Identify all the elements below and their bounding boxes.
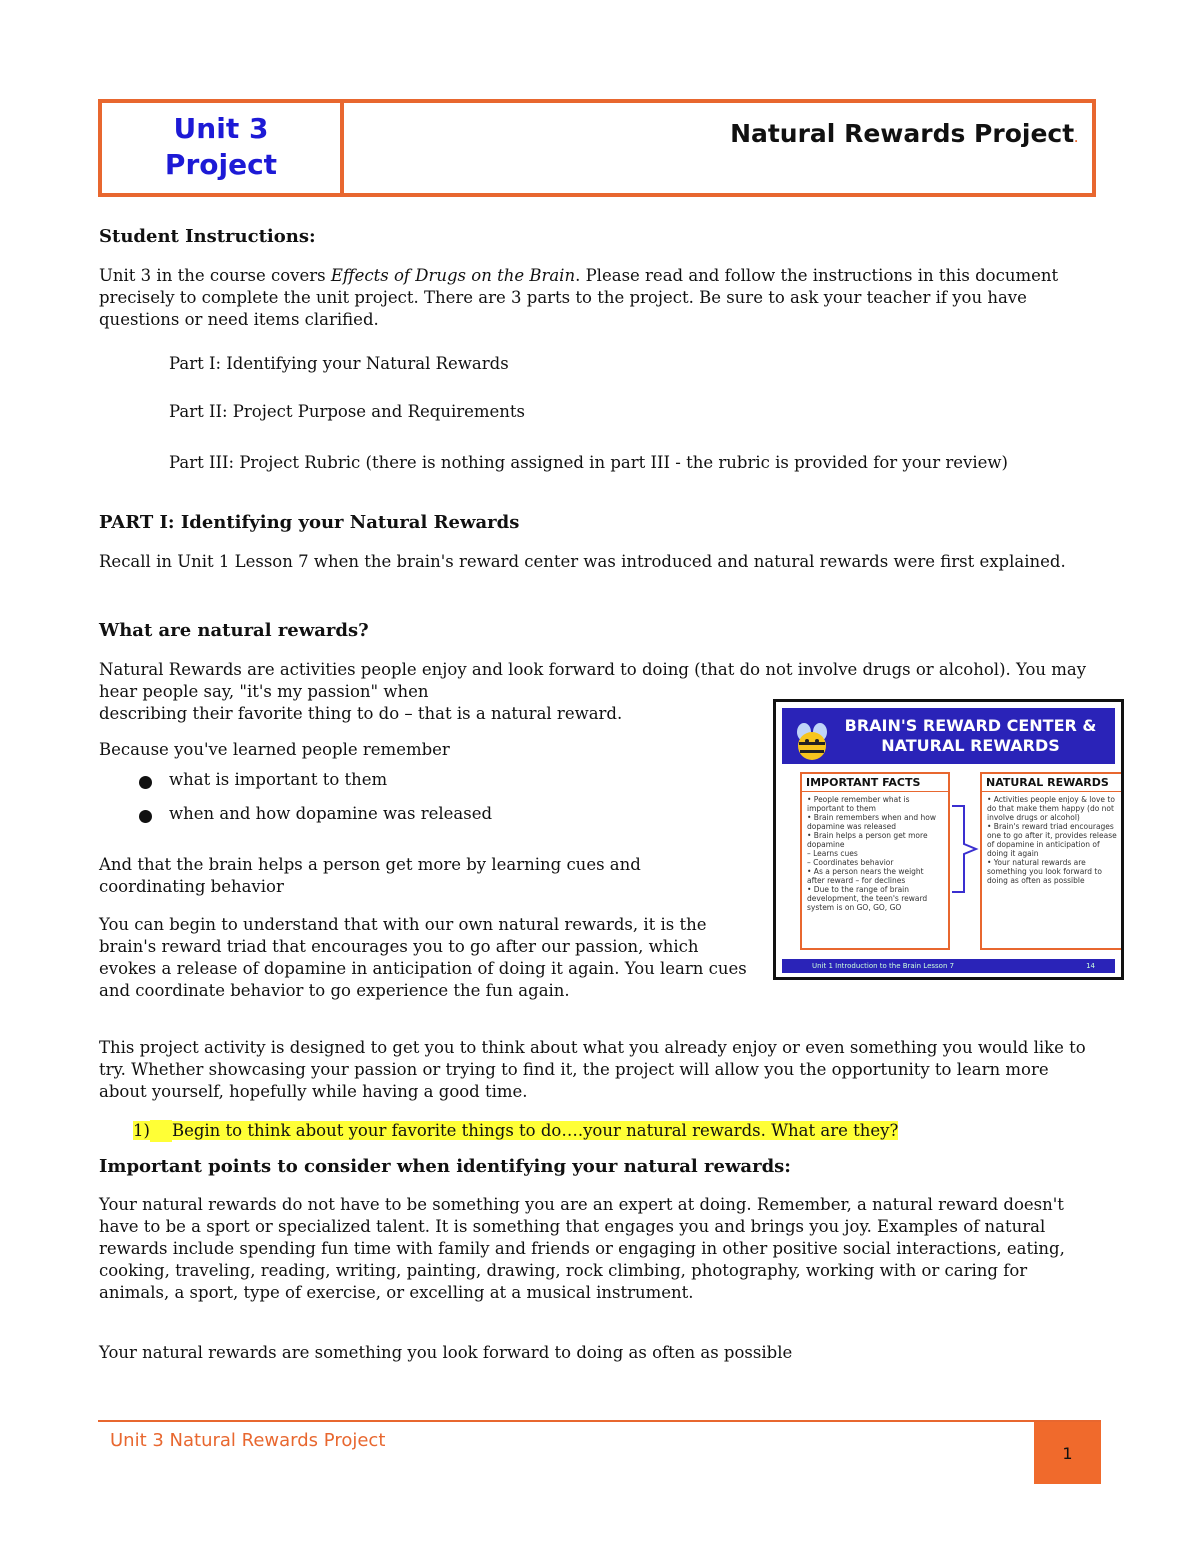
- fact-item: • Brain helps a person get more dopamine: [807, 831, 928, 849]
- reward-item: • Brain's reward triad encourages one to go after it, provides release of dopamine in anticipation of doing it again: [987, 822, 1117, 858]
- natural-paragraph-cont: describing their favorite thing to do – that is a natural reward.: [99, 704, 623, 723]
- slide-footer: [782, 959, 1115, 973]
- fact-item: • Brain remembers when and how dopamine was released: [807, 813, 936, 831]
- unit-label: [102, 111, 340, 183]
- this-project-paragraph: This project activity is designed to get you to think about what you already enjoy or even something you would like to try. Whether showcasing your passion or trying to find it, the project will allow you the opportunity to learn more about yourself, hopefully while having a good time.: [99, 1038, 1086, 1101]
- page-number: 1: [1034, 1422, 1101, 1484]
- slide-banner-line1: BRAIN'S REWARD CENTER &: [844, 716, 1097, 735]
- you-can-paragraph: You can begin to understand that with our own natural rewards, it is the brain's reward triad that encourages you to go after our passion, which evokes a release of dopamine in anticipation of doing it again. You learn cues and coordinate behavior to go experience the fun again.: [99, 915, 747, 1000]
- list-item: [169, 804, 492, 823]
- unit-line2: Project: [164, 148, 278, 181]
- points-heading: Important points to consider when identifying your natural rewards:: [99, 1156, 791, 1177]
- header-box: [98, 99, 1096, 197]
- fact-item: – Learns cues: [807, 849, 858, 858]
- intro-emphasis: Effects of Drugs on the Brain: [330, 266, 576, 285]
- reward-item: • Your natural rewards are something you look forward to doing as often as possible: [987, 858, 1102, 885]
- facts-body: [802, 792, 948, 915]
- points-paragraph-2: Your natural rewards are something you look forward to doing as often as possible: [99, 1343, 793, 1362]
- list-item: [169, 770, 492, 789]
- bullet-text: what is important to them: [169, 770, 388, 789]
- what-heading: What are natural rewards?: [99, 620, 369, 641]
- part1-heading: PART I: Identifying your Natural Rewards: [99, 512, 520, 533]
- slide-image: [773, 699, 1124, 980]
- slide-content: [782, 764, 1115, 959]
- bee-icon: [792, 722, 832, 762]
- fact-item: • People remember what is important to them: [807, 795, 910, 813]
- facts-title: IMPORTANT FACTS: [802, 774, 948, 792]
- and-that-paragraph: And that the brain helps a person get more by learning cues and coordinating behavior: [99, 855, 641, 896]
- unit-line1: Unit 3: [173, 112, 269, 145]
- page-title: [730, 119, 1078, 148]
- bullet-list: [169, 770, 492, 823]
- part-item-1: Part I: Identifying your Natural Rewards: [169, 354, 509, 373]
- bullet-icon: [139, 810, 152, 823]
- intro-paragraph: [99, 265, 1099, 331]
- fact-item: – Coordinates behavior: [807, 858, 894, 867]
- bullet-icon: [139, 776, 152, 789]
- footer-title: Unit 3 Natural Rewards Project: [110, 1430, 386, 1451]
- slide-footer-text: Unit 1 Introduction to the Brain Lesson 7: [812, 962, 955, 970]
- task-number: 1): [133, 1121, 150, 1140]
- footer-divider: [98, 1420, 1101, 1422]
- fact-item: • As a person nears the weight after reward – for declines: [807, 867, 924, 885]
- part-item-3: Part III: Project Rubric (there is nothing assigned in part III - the rubric is provided for your review): [169, 453, 1008, 472]
- facts-panel: [800, 772, 950, 950]
- page-title-dot: .: [1074, 134, 1078, 145]
- task-line: [133, 1120, 898, 1142]
- slide-banner-line2: NATURAL REWARDS: [881, 736, 1060, 755]
- page-title-text: Natural Rewards Project: [730, 119, 1075, 148]
- rewards-panel: [980, 772, 1124, 950]
- brace-icon: [950, 804, 980, 894]
- slide-banner: [782, 708, 1115, 764]
- slide-footer-number: 14: [1086, 962, 1095, 970]
- rewards-body: [982, 792, 1123, 888]
- bullet-text: when and how dopamine was released: [169, 804, 493, 823]
- header-divider: [340, 103, 344, 193]
- points-paragraph: Your natural rewards do not have to be something you are an expert at doing. Remember, a natural reward doesn't have to be a sport or specialized talent. It is something that engages you and brings you joy. Examples of natural rewards include spending fun time with family and friends or engaging in other positive social interactions, eating, cooking, traveling, reading, writing, painting, drawing, rock climbing, photography, working with or caring for animals, a sport, type of exercise, or excelling at a musical instrument.: [99, 1195, 1065, 1302]
- intro-post: . Please read and follow the instructions in this document precisely to complete the unit project. There are 3 parts to the project. Be sure to ask your teacher if you have questions or need items clarified.: [99, 266, 1059, 329]
- task-text: Begin to think about your favorite things to do….your natural rewards. What are they?: [171, 1121, 899, 1140]
- reward-item: • Activities people enjoy & love to do that make them happy (do not involve drugs or alcohol): [987, 795, 1115, 822]
- natural-paragraph: Natural Rewards are activities people enjoy and look forward to doing (that do not involve drugs or alcohol). You may hear people say, "it's my passion" when: [99, 660, 1087, 701]
- intro-pre: Unit 3 in the course covers: [99, 266, 331, 285]
- rewards-title: NATURAL REWARDS: [982, 774, 1123, 792]
- fact-item: • Due to the range of brain development, the teen's reward system is on GO, GO, GO: [807, 885, 928, 912]
- part-item-2: Part II: Project Purpose and Requirements: [169, 402, 526, 421]
- student-instructions-heading: Student Instructions:: [99, 226, 316, 247]
- recall-paragraph: Recall in Unit 1 Lesson 7 when the brain's reward center was introduced and natural rewards were first explained.: [99, 552, 1066, 571]
- because-line: Because you've learned people remember: [99, 740, 450, 759]
